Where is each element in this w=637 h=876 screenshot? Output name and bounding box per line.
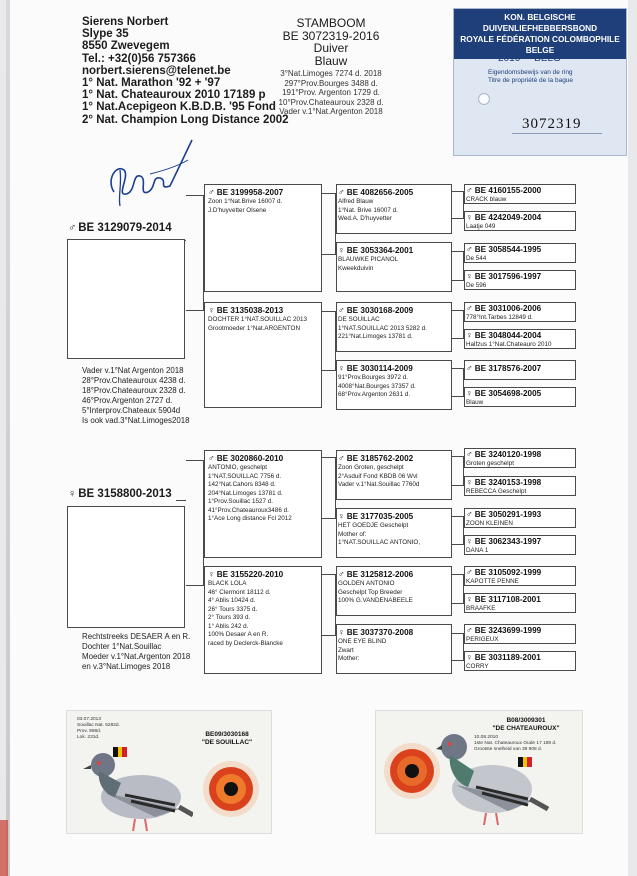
scan-margin-mark [0, 820, 8, 876]
stamboom-ring: BE 3072319-2016 [282, 28, 380, 43]
gen4-entry-14: ♀ BE 3117108-2001 BRAAFKE [466, 594, 541, 612]
gen4-entry-5: ♂ BE 3031006-2006 778°Int.Tarbes 12849 d. [466, 303, 542, 321]
owner-block [82, 16, 289, 126]
gen4-entry-7: ♂ BE 3178576-2007 [466, 363, 542, 373]
gen4-entry-6: ♀ BE 3048044-2004 Halfzus 1°Nat.Chateauro 2010 [466, 330, 552, 348]
stamboom-sex: Duiver [313, 41, 349, 55]
gen2-entry-1: ♂ BE 3199958-2007 Zoon 1°Nat.Brive 16007 d. J.D'huyvetter Olsene [208, 187, 284, 214]
connector-gen3-7 [452, 574, 464, 604]
sire-ring: ♂ BE 3129079-2014 [68, 222, 172, 234]
gen3-entry-1: ♂ BE 4082656-2005 Alfred Blauw 1°Nat. Brive 16007 d. Wed.A. D'huyvetter [338, 187, 414, 222]
photo-right-caption: B08/3009301 "DE CHATEAUROUX" [492, 717, 560, 732]
female-icon: ♀ [466, 594, 473, 604]
female-icon: ♀ [338, 627, 345, 637]
card-header-nl: KON. BELGISCHE DUIVENLIEFHEBBERSBOND [482, 12, 598, 33]
owner-title-4: 2° Nat. Champion Long Distance 2002 [82, 113, 289, 126]
owner-street: Slype 35 [82, 28, 129, 41]
female-icon: ♀ [466, 477, 473, 487]
owner-city: 8550 Zwevegem [82, 40, 170, 53]
connector-gen3-1 [452, 191, 464, 219]
signature-scribble [96, 130, 196, 210]
connector-dam [186, 460, 204, 586]
stamboom-block [272, 17, 390, 117]
stamboom-result: 10°Prov.Chateauroux 2328 d. [278, 97, 384, 107]
connector-gen3-3 [452, 310, 464, 339]
card-punch-hole [478, 93, 490, 105]
connector-gen2-1 [322, 193, 336, 255]
stamboom-result: 297°Prov.Bourges 3488 d. [284, 78, 378, 88]
male-icon: ♂ [338, 453, 345, 463]
gen4-entry-8: ♀ BE 3054698-2005 Blauw [466, 388, 542, 406]
gen4-entry-15: ♂ BE 3243699-1999 PERIGEUX [466, 625, 542, 643]
male-icon: ♂ [338, 305, 345, 315]
owner-title-2: 1° Nat. Chateauroux 2010 17189 p [82, 89, 266, 102]
connector-gen3-2 [452, 251, 464, 281]
gen4-entry-3: ♂ BE 3058544-1995 De 544 [466, 244, 542, 262]
connector-dam-stem [176, 500, 186, 501]
dam-notes: Rechtstreeks DESAER A en R. Dochter 1°Nat.Souillac Moeder v.1°Nat.Argenton 2018 en v.3°Nat.Limoges 2018 [82, 632, 191, 671]
gen3-entry-2: ♀ BE 3053364-2001 BLAUWKE PICANOL Kweekduivin [338, 245, 414, 272]
female-icon: ♀ [466, 652, 473, 662]
female-icon: ♀ [68, 488, 77, 500]
pigeon-icon [75, 735, 193, 834]
sire-photo-box [67, 239, 185, 359]
connector-gen3-8 [452, 633, 464, 661]
stamboom-title: STAMBOOM [296, 16, 366, 30]
gen4-entry-2: ♀ BE 4242049-2004 Laatje 049 [466, 212, 542, 230]
male-icon: ♂ [208, 453, 215, 463]
pigeon-icon [436, 719, 556, 831]
male-icon: ♂ [466, 363, 473, 373]
dam-ring: ♀ BE 3158800-2013 [68, 488, 172, 500]
ring-certificate-card [453, 8, 627, 156]
pigeon-photo-right [375, 710, 583, 834]
male-icon: ♂ [466, 449, 473, 459]
gen4-entry-13: ♂ BE 3105092-1999 KAPOTTE PENNE [466, 567, 542, 585]
connector-gen2-4 [322, 574, 336, 636]
card-ownership-text: Eigendomsbewijs van de ring Titre de propriété de la bague [488, 69, 574, 84]
owner-name: Sierens Norbert [82, 16, 169, 28]
gen2-entry-4: ♀ BE 3155220-2010 BLACK LOLA 46° Clermont 18112 d. 4° Ablis 10424 d. 26° Tours 3375 d. 2° Tours 393 d. 1° Ablis 242 d. 100% Desaer A en R. raced by Declerck-Blancke [208, 569, 284, 647]
stamboom-result: 3°Nat.Limoges 7274 d. 2018 [280, 69, 382, 78]
female-icon: ♀ [208, 305, 215, 315]
gen4-entry-12: ♀ BE 3062343-1997 DANA 1 [466, 536, 542, 554]
male-icon: ♂ [68, 222, 77, 234]
gen4-entry-9: ♂ BE 3240120-1998 Groten geschelpt [466, 449, 542, 467]
female-icon: ♀ [466, 388, 473, 398]
dam-photo-box [67, 506, 185, 628]
stamboom-result: 191°Prov. Argenton 1729 d. [282, 88, 380, 98]
connector-gen3-5 [452, 456, 464, 486]
connector-gen2-3 [322, 457, 336, 519]
female-icon: ♀ [338, 511, 345, 521]
gen4-entry-11: ♂ BE 3050291-1993 ZOON KLEINEN [466, 509, 542, 527]
owner-phone: Tel.: +32(0)56 757366 [82, 52, 196, 65]
gen2-entry-2: ♀ BE 3135038-2013 DOCHTER 1°NAT.SOUILLAC 2013 Grootmoeder 1°Nat.ARGENTON [208, 305, 307, 332]
sire-notes: Vader v.1°Nat Argenton 2018 28°Prov.Chateauroux 4238 d. 18°Prov.Chateauroux 2328 d. 46°Prov.Argenton 2727 d. 5°Interprov.Chateaux 5904d Is ook vad.3°Nat.Limoges2018 [82, 366, 190, 425]
male-icon: ♂ [466, 244, 473, 254]
female-icon: ♀ [338, 245, 345, 255]
connector-gen3-6 [452, 516, 464, 545]
female-icon: ♀ [338, 363, 345, 373]
pigeon-eye-icon [382, 741, 442, 801]
male-icon: ♂ [338, 187, 345, 197]
gen3-entry-7: ♂ BE 3125812-2006 GOLDEN ANTONIO Geschelpt Top Breeder 100% G.VANDENABEELE [338, 569, 414, 604]
card-ring-number: 3072319 [522, 116, 582, 132]
female-icon: ♀ [466, 536, 473, 546]
gen4-entry-4: ♀ BE 3017596-1997 De 596 [466, 271, 542, 289]
connector-sire [186, 195, 204, 311]
gen4-entry-16: ♀ BE 3031189-2001 CORRY [466, 652, 541, 670]
female-icon: ♀ [466, 212, 473, 222]
male-icon: ♂ [466, 303, 473, 313]
photo-left-caption: BE09/3030168 "DE SOUILLAC" [201, 731, 253, 746]
pigeon-eye-icon [201, 759, 261, 819]
male-icon: ♂ [466, 567, 473, 577]
card-year-country: 2016 BELG [498, 53, 561, 64]
owner-title-1: 1° Nat. Marathon '92 + '97 [82, 77, 221, 90]
gen3-entry-8: ♀ BE 3037370-2008 ONE EYE BLIND Zwart Mother: [338, 627, 414, 662]
owner-title-3: 1° Nat.Acepigeon K.B.D.B. '95 Fond [82, 101, 276, 114]
gen4-entry-10: ♀ BE 3240153-1998 REBECCA Geschelpt [466, 477, 542, 495]
photo-right-stats: 10.08.2010 1ste Nat. Chateauroux Oude 17 189 d. Grootste snelheid van 39 908 d. [474, 735, 557, 752]
gen3-entry-6: ♀ BE 3177035-2005 HET GOEDJE Geschelpt Mother of: 1°NAT.SOUILLAC ANTONIO, [338, 511, 421, 546]
gen3-entry-5: ♂ BE 3185762-2002 Zoon Groten, geschelpt 2°Asduif Fond KBDB 06 Wvl Vader v.1°Nat.Souillac 7760d [338, 453, 420, 488]
pigeon-photo-left [66, 710, 272, 834]
female-icon: ♀ [466, 330, 473, 340]
female-icon: ♀ [208, 569, 215, 579]
male-icon: ♂ [466, 509, 473, 519]
male-icon: ♂ [338, 569, 345, 579]
photo-left-stats: 03.07.2013 Souillac Nat. 5282d. Prov. 998d. Lok. 231d. [77, 717, 120, 740]
stamboom-result: Vader v.1°Nat.Argenton 2018 [279, 107, 383, 117]
connector-gen3-4 [452, 368, 464, 397]
stamboom-color: Blauw [314, 53, 348, 68]
gen2-entry-3: ♂ BE 3020860-2010 ANTONIO, geschelpt 1°NAT.SOUILLAC 7756 d. 142°Nat.Cahors 8348 d. 204°Nat.Limoges 13781 d. 1°Prov.Souillac 1527 d. 41°Prov.Chateauroux3486 d. 1°Ace Long distance Fcl 2012 [208, 453, 292, 522]
owner-email: norbert.sierens@telenet.be [82, 64, 231, 77]
gen3-entry-4: ♀ BE 3030114-2009 91°Prov.Bourges 3972 d. 4008°Nat.Bourges 37357 d. 68°Prov.Argenton 2631 d. [338, 363, 416, 398]
card-header-fr: ROYALE FÉDÉRATION COLOMBOPHILE BELGE [460, 34, 620, 55]
card-underline [512, 133, 602, 134]
gen3-entry-3: ♂ BE 3030168-2009 DE SOUILLAC 1°NAT.SOUILLAC 2013 5282 d. 221°Nat.Limoges 13781 d. [338, 305, 427, 340]
male-icon: ♂ [208, 187, 215, 197]
gen4-entry-1: ♂ BE 4160155-2000 CRACK blauw [466, 185, 542, 203]
male-icon: ♂ [466, 185, 473, 195]
female-icon: ♀ [466, 271, 473, 281]
connector-gen2-2 [322, 311, 336, 371]
male-icon: ♂ [466, 625, 473, 635]
